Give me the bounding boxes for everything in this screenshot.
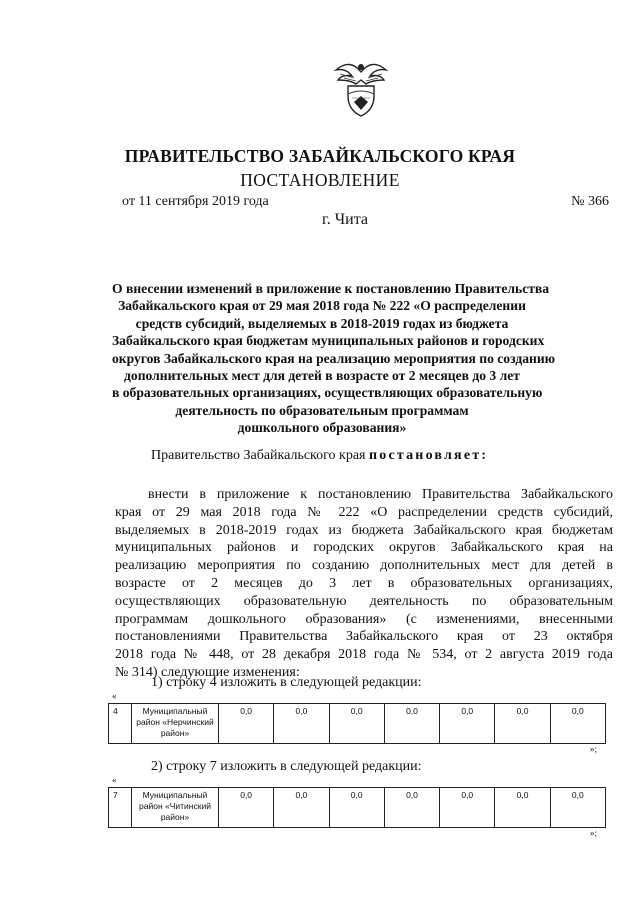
item-heading: 2) строку 7 изложить в следующей редакции: <box>151 759 422 774</box>
body-line: осуществляющих образовательную деятельность по образовательным <box>115 593 613 609</box>
subject-line: округов Забайкальского края на реализацию мероприятия по созданию <box>112 350 556 366</box>
row-name-line: район «Нерчинский <box>136 717 214 727</box>
subject-line: Забайкальского края бюджетам муниципальных районов и городских <box>112 333 545 349</box>
decree-verb: постановляет: <box>368 448 489 463</box>
row-value: 0,0 <box>219 788 274 828</box>
body-line: реализацию мероприятия по созданию дополнительных мест для детей в <box>115 558 613 574</box>
row-name <box>132 704 219 744</box>
close-mark: »; <box>590 828 598 838</box>
row-name-line: район «Читинский <box>139 801 211 811</box>
open-quote: « <box>112 775 117 785</box>
item-heading: 1) строку 4 изложить в следующей редакции: <box>151 675 422 690</box>
body-line: выделяемых в 2018-2019 годах из бюджета Забайкальского края бюджетам <box>115 522 613 538</box>
body-line: края от 29 мая 2018 года № 222 «О распределении средств субсидий, <box>115 504 613 520</box>
row-value: 0,0 <box>384 704 439 744</box>
row-name <box>132 788 219 828</box>
body-line: № 314) следующие изменения: <box>115 664 300 680</box>
document-number: № 366 <box>571 194 609 209</box>
subject-line: О внесении изменений в приложение к постановлению Правительства <box>112 281 550 296</box>
body-line: внести в приложение к постановлению Правительства Забайкальского <box>148 487 613 502</box>
subject-line: Забайкальского края от 29 мая 2018 года № 222 «О распределении <box>118 298 526 314</box>
replacement-row-table <box>108 703 606 744</box>
body-line: муниципальных районов и городских округов Забайкальского края на <box>115 540 613 556</box>
document-date: от 11 сентября 2019 года <box>122 194 269 209</box>
row-number: 7 <box>109 788 132 828</box>
row-value: 0,0 <box>550 704 605 744</box>
body-line: 2018 года № 448, от 28 декабря 2018 года № 534, от 2 августа 2019 года <box>115 647 613 663</box>
government-title: ПРАВИТЕЛЬСТВО ЗАБАЙКАЛЬСКОГО КРАЯ <box>124 146 516 166</box>
table-row <box>109 788 606 828</box>
row-value: 0,0 <box>274 788 329 828</box>
body-line: программам дошкольного образования» (с изменениями, внесенными <box>115 611 613 627</box>
row-value: 0,0 <box>495 704 550 744</box>
replacement-row-table <box>108 787 606 828</box>
decree-lead: Правительство Забайкальского края <box>151 448 366 463</box>
row-value: 0,0 <box>219 704 274 744</box>
row-name-line: район» <box>160 728 190 738</box>
close-mark: »; <box>590 744 598 754</box>
row-name-line: Муниципальный <box>142 706 208 716</box>
subject-line: деятельность по образовательным программам <box>175 402 469 418</box>
table-row <box>109 704 606 744</box>
subject-line: дошкольного образования» <box>237 420 407 436</box>
row-value: 0,0 <box>274 704 329 744</box>
document-type: ПОСТАНОВЛЕНИЕ <box>240 170 400 190</box>
row-value: 0,0 <box>440 704 495 744</box>
body-paragraph <box>115 486 613 682</box>
body-line: постановлениями Правительства Забайкальского края от 23 октября <box>115 629 613 645</box>
row-value: 0,0 <box>495 788 550 828</box>
row-value: 0,0 <box>384 788 439 828</box>
decree-statement <box>151 448 488 464</box>
row-value: 0,0 <box>329 704 384 744</box>
city: г. Чита <box>321 211 368 228</box>
row-value: 0,0 <box>440 788 495 828</box>
subject-line: дополнительных мест для детей в возрасте от 2 месяцев до 3 лет <box>124 368 520 384</box>
coat-of-arms-emblem <box>330 52 392 122</box>
row-value: 0,0 <box>329 788 384 828</box>
row-name-line: Муниципальный <box>142 790 208 800</box>
open-quote: « <box>112 691 117 701</box>
document-subject <box>112 280 556 437</box>
row-value: 0,0 <box>550 788 605 828</box>
row-name-line: район» <box>160 812 190 822</box>
subject-line: в образовательных организациях, осуществляющих образовательную <box>112 385 543 401</box>
subject-line: средств субсидий, выделяемых в 2018-2019 годах из бюджета <box>135 315 509 331</box>
row-number: 4 <box>109 704 132 744</box>
body-line: возрасте от 2 месяцев до 3 лет в образовательных организациях, <box>115 575 613 591</box>
